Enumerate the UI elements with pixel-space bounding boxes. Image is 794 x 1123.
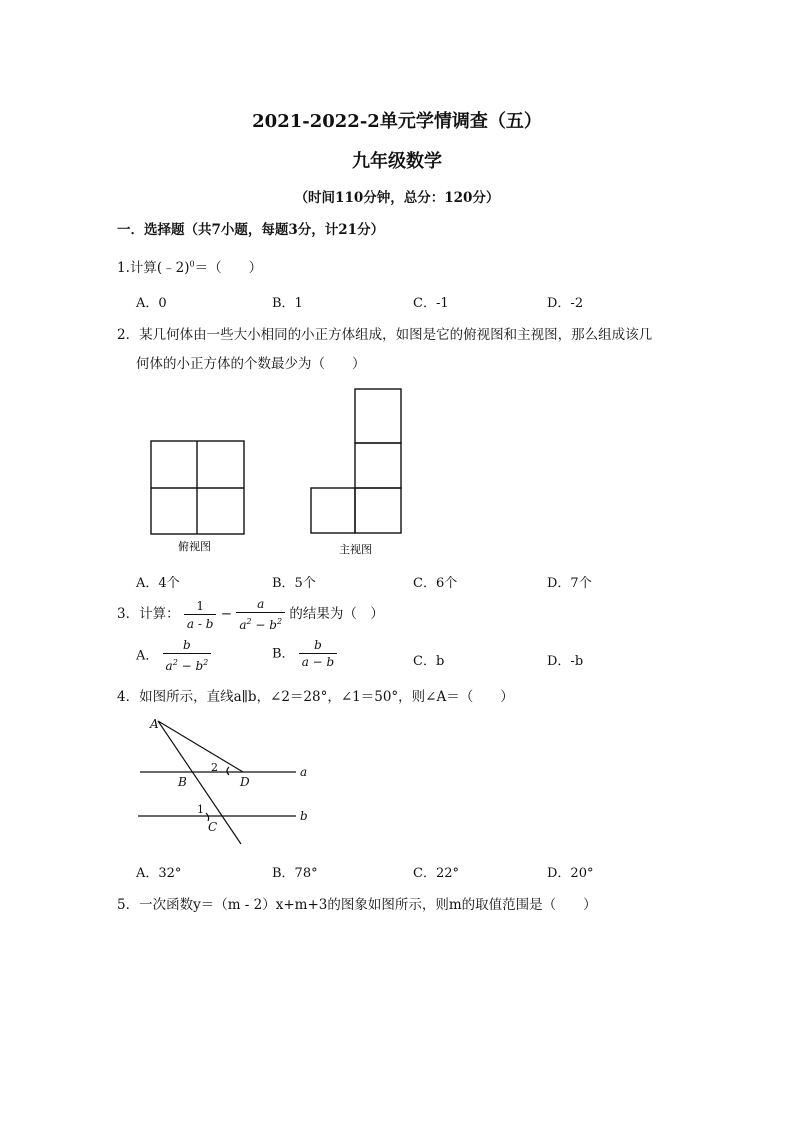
q3-option-c: C．b [413,654,445,669]
exam-info: （时间110分钟，总分：120分） [294,190,500,206]
top-view-grid [151,441,244,534]
q4-option-b: B．78° [272,866,318,881]
q2-figure [140,380,440,560]
q1-option-d: D．-2 [547,296,584,311]
q3-minus: − [220,606,233,622]
exam-title: 2021-2022-2单元学情调查（五） [252,111,542,132]
angle-2-arc [227,767,229,775]
label-b: b [300,809,308,823]
q2-option-b: B．5个 [272,576,316,591]
q3-prefix: 3．计算： [117,606,180,622]
q4-figure [130,712,330,852]
line-ad [158,721,243,772]
q3-f2-numerator: a [257,597,265,611]
q1-exponent: 0 [189,259,195,269]
question-1 [117,256,262,276]
label-1: 1 [197,803,204,816]
q1-prefix: 1.计算 [117,260,157,276]
q3-f1-denominator: a - b [184,614,217,632]
q1-expr: (﹣2) [156,260,190,276]
q1-suffix: ＝（ ） [194,260,263,276]
section-heading: 一．选择题（共7小题，每题3分，计21分） [117,222,385,238]
label-2: 2 [211,761,218,774]
q4-text: 4．如图所示，直线a∥b，∠2＝28°，∠1＝50°，则∠A＝（ ） [117,689,514,705]
q1-option-b: B．1 [272,296,303,311]
q3-option-d: D．-b [547,654,584,669]
q2-line1: 2．某几何体由一些大小相同的小正方体组成，如图是它的俯视图和主视图，那么组成该几 [117,327,653,343]
label-C: C [208,820,218,834]
q1-option-c: C．-1 [413,296,449,311]
line-ac [158,721,241,844]
question-3 [117,596,384,633]
q3-option-a-fraction: $\frac{b}{a^2 - b^2}$ [163,638,212,674]
q3-fraction-2 [236,596,285,633]
q3-suffix: 的结果为（ ） [289,606,384,622]
q3-f2-denominator: $a^2 - b^2$ [236,612,285,633]
q3-option-a: A． $\frac{b}{a^2 - b^2}$ [136,638,211,674]
q4-option-c: C．22° [413,866,459,881]
front-view-label: 主视图 [339,543,372,556]
q1-option-a: A．0 [136,296,167,311]
q3-option-b: B． $\frac{b}{a - b}$ [272,638,337,670]
q2-option-d: D．7个 [547,576,592,591]
q3-f1-numerator: 1 [196,598,204,613]
q2-line2: 何体的小正方体的个数最少为（ ） [136,356,366,372]
q5-text: 5．一次函数y＝（m - 2）x+m+3的图象如图所示，则m的取值范围是（ ） [117,897,597,913]
q4-option-a: A．32° [136,866,182,881]
q4-option-d: D．20° [547,866,594,881]
label-A: A [150,717,159,731]
label-a: a [300,765,308,779]
label-D: D [240,775,250,789]
q3-option-b-fraction: $\frac{b}{a - b}$ [299,638,338,670]
front-view-grid [311,389,401,533]
q2-option-a: A．4个 [136,576,180,591]
label-B: B [178,775,187,789]
q2-option-c: C．6个 [413,576,458,591]
top-view-label: 俯视图 [178,540,211,553]
q3-fraction-1 [184,598,217,632]
exam-subtitle: 九年级数学 [352,151,442,172]
